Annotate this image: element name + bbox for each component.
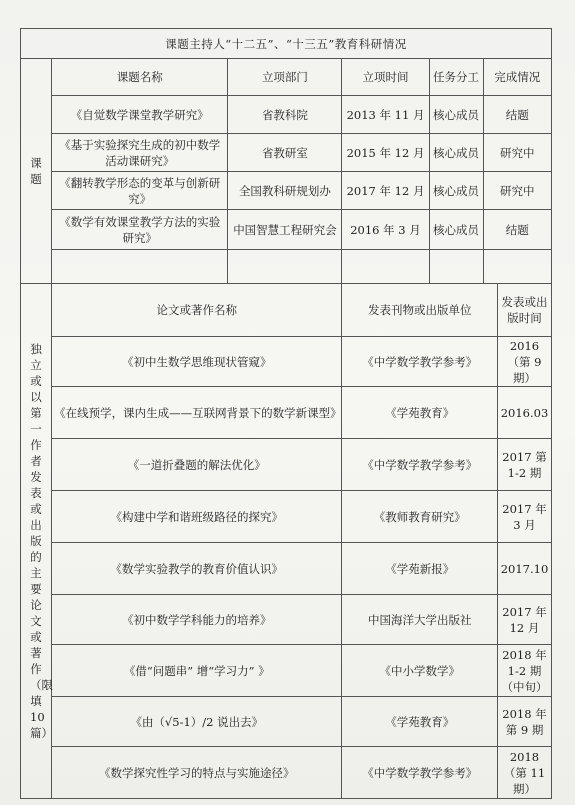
papers-header-pub: 发表刊物或出版单位: [342, 284, 498, 337]
paper-pub: 《中学数学教学参考》: [342, 337, 498, 387]
project-time: 2017 年 12 月: [342, 172, 429, 210]
paper-pub: 《学苑新报》: [342, 543, 498, 595]
project-status: 结题: [483, 96, 552, 134]
paper-pub: 《中学数学教学参考》: [342, 747, 498, 799]
project-dept: 省教科院: [228, 96, 342, 134]
paper-row: [21, 747, 552, 799]
paper-row: [21, 543, 552, 595]
project-role: 核心成员: [429, 210, 483, 250]
paper-title: 《初中生数学思维现状管窥》: [52, 337, 342, 387]
projects-header-time: 立项时间: [342, 59, 429, 96]
paper-row: [21, 491, 552, 543]
paper-date: 2017 年 3 月: [498, 491, 552, 543]
paper-title: 《初中数学学科能力的培养》: [52, 595, 342, 645]
paper-title: 《数学实验教学的教育价值认识》: [52, 543, 342, 595]
paper-date: 2017 第 1-2 期: [498, 439, 552, 491]
project-time: 2013 年 11 月: [342, 96, 429, 134]
project-role: 核心成员: [429, 134, 483, 172]
projects-label: [21, 59, 52, 284]
project-dept: 省教研室: [228, 134, 342, 172]
project-row: [21, 210, 552, 250]
paper-pub: 《中小学数学》: [342, 645, 498, 697]
projects-header-name: 课题名称: [52, 59, 228, 96]
paper-pub: 《教师教育研究》: [342, 491, 498, 543]
project-dept: 全国教科研规划办: [228, 172, 342, 210]
paper-date: 2016.03: [498, 387, 552, 439]
project-time-empty: [342, 250, 429, 284]
papers-header-date: 发表或出版时间: [498, 284, 552, 337]
paper-date: 2017 年 12 月: [498, 595, 552, 645]
paper-pub: 中国海洋大学出版社: [342, 595, 498, 645]
paper-row: [21, 645, 552, 697]
paper-pub: 《中学数学教学参考》: [342, 439, 498, 491]
project-dept: 中国智慧工程研究会: [228, 210, 342, 250]
project-row-empty: [21, 250, 552, 284]
project-name: 《翻转教学形态的变革与创新研究》: [52, 172, 228, 210]
projects-header-dept: 立项部门: [228, 59, 342, 96]
paper-date: 2016（第 9 期）: [498, 337, 552, 387]
paper-title: 《一道折叠题的解法优化》: [52, 439, 342, 491]
papers-label-text: 独立或以第一作者发表或出版的主要论文或著作（限填10篇）: [30, 342, 54, 740]
research-table: [20, 28, 552, 799]
paper-date: 2018 年第 9 期: [498, 697, 552, 747]
project-status: 结题: [483, 210, 552, 250]
project-status: 研究中: [483, 172, 552, 210]
paper-date: 2017.10: [498, 543, 552, 595]
paper-date: 2018（第 11 期）: [498, 747, 552, 799]
paper-row: [21, 337, 552, 387]
paper-title: 《借“问题串” 增“学习力” 》: [52, 645, 342, 697]
project-status-empty: [483, 250, 552, 284]
section-title-row: [21, 29, 552, 59]
project-name: 《自觉数学课堂教学研究》: [52, 96, 228, 134]
project-time: 2016 年 3 月: [342, 210, 429, 250]
paper-title: 《构建中学和谐班级路径的探究》: [52, 491, 342, 543]
paper-pub: 《学苑教育》: [342, 387, 498, 439]
section-title: 课题主持人“十二五”、“十三五”教育科研情况: [21, 29, 552, 59]
project-role: 核心成员: [429, 172, 483, 210]
project-name: 《基于实验探究生成的初中数学活动课研究》: [52, 134, 228, 172]
paper-row: [21, 439, 552, 491]
paper-title: 《数学探究性学习的特点与实施途径》: [52, 747, 342, 799]
project-status: 研究中: [483, 134, 552, 172]
paper-date: 2018 年 1-2 期（中旬）: [498, 645, 552, 697]
project-role: 核心成员: [429, 96, 483, 134]
paper-title: 《在线预学，课内生成——互联网背景下的数学新课型》: [52, 387, 342, 439]
papers-label: [21, 284, 52, 799]
projects-header-status: 完成情况: [483, 59, 552, 96]
project-dept-empty: [228, 250, 342, 284]
project-name: 《数学有效课堂教学方法的实验研究》: [52, 210, 228, 250]
projects-header-row: [21, 59, 552, 96]
project-role-empty: [429, 250, 483, 284]
papers-header-row: [21, 284, 552, 337]
project-name-empty: [52, 250, 228, 284]
projects-label-text: 课题: [30, 156, 42, 186]
projects-header-role: 任务分工: [429, 59, 483, 96]
paper-row: [21, 697, 552, 747]
paper-row: [21, 387, 552, 439]
project-row: [21, 96, 552, 134]
project-time: 2015 年 12 月: [342, 134, 429, 172]
project-row: [21, 172, 552, 210]
paper-row: [21, 595, 552, 645]
project-row: [21, 134, 552, 172]
papers-header-title: 论文或著作名称: [52, 284, 342, 337]
paper-title: 《由（√5-1）/2 说出去》: [52, 697, 342, 747]
paper-pub: 《学苑教育》: [342, 697, 498, 747]
